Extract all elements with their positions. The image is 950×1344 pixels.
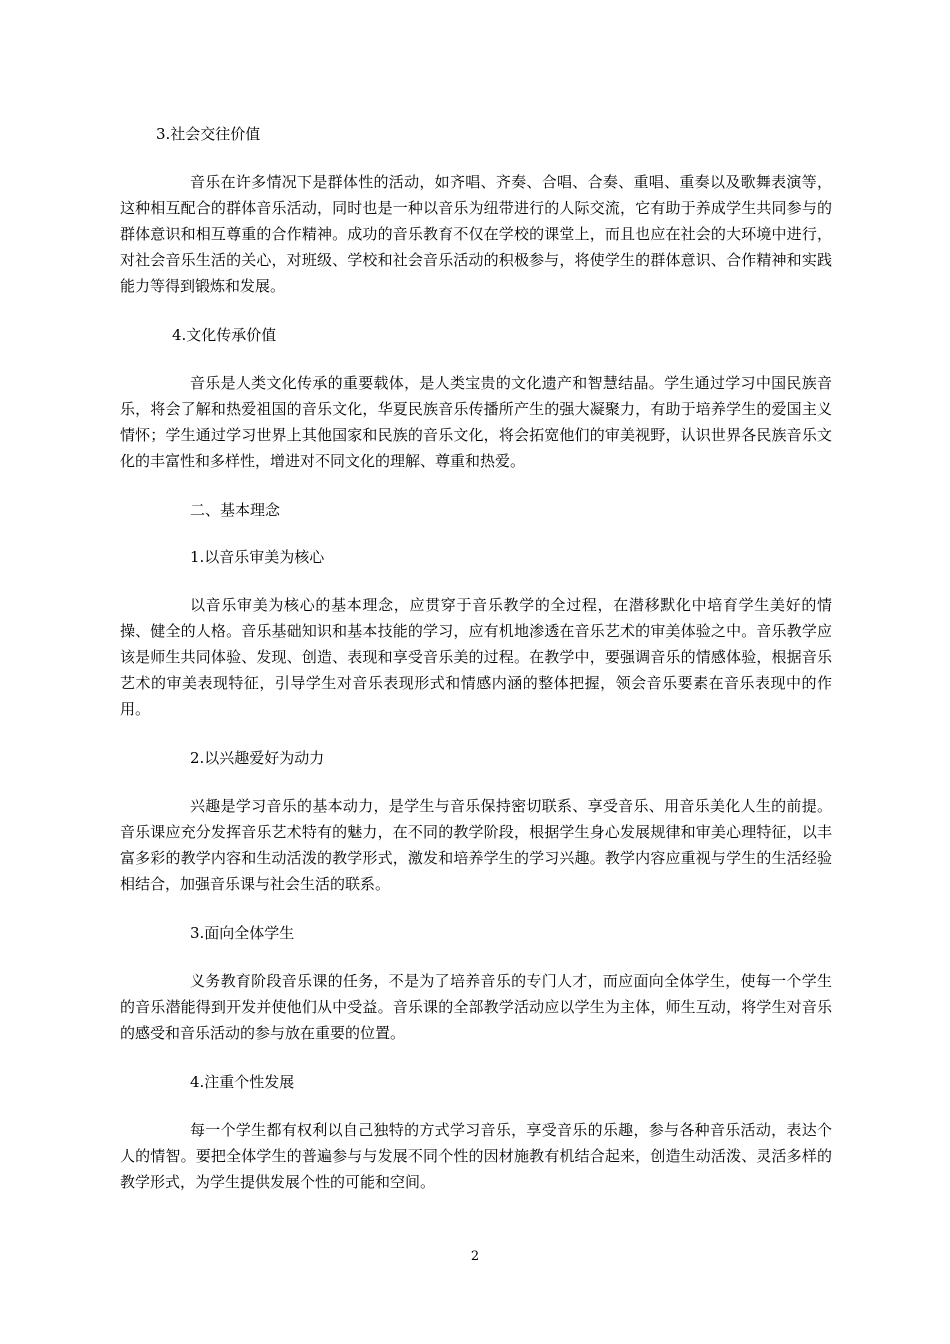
section-heading-aesthetic-core: 1.以音乐审美为核心 <box>190 548 325 566</box>
paragraph-aesthetic-core: 以音乐审美为核心的基本理念，应贯穿于音乐教学的全过程，在潜移默化中培育学生美好的情操、健全的人格。音乐基础知识和基本技能的学习，应有机地渗透在音乐艺术的审美体验之中。音乐教学应该是师生共同体验、发现、创造、表现和享受音乐美的过程。在教学中，要强调音乐的情感体验，根据音乐艺术的审美表现特征，引导学生对音乐表现形式和情感内涵的整体把握，领会音乐要素在音乐表现中的作用。 <box>120 596 832 718</box>
section-heading-interest-motivation: 2.以兴趣爱好为动力 <box>190 749 325 767</box>
paragraph-cultural-value: 音乐是人类文化传承的重要载体，是人类宝贵的文化遗产和智慧结晶。学生通过学习中国民族音乐，将会了解和热爱祖国的音乐文化，华夏民族音乐传播所产生的强大凝聚力，有助于培养学生的爱国主义情怀；学生通过学习世界上其他国家和民族的音乐文化，将会拓宽他们的审美视野，认识世界各民族音乐文化的丰富性和多样性，增进对不同文化的理解、尊重和热爱。 <box>120 374 832 470</box>
paragraph-social-value: 音乐在许多情况下是群体性的活动，如齐唱、齐奏、合唱、合奏、重唱、重奏以及歌舞表演等，这种相互配合的群体音乐活动，同时也是一种以音乐为纽带进行的人际交流，它有助于养成学生共同参与的群体意识和相互尊重的合作精神。成功的音乐教育不仅在学校的课堂上，而且也应在社会的大环境中进行，对社会音乐生活的关心，对班级、学校和社会音乐活动的积极参与，将使学生的群体意识、合作精神和实践能力等得到锻炼和发展。 <box>120 173 832 295</box>
section-heading-basic-concepts: 二、基本理念 <box>190 501 281 519</box>
section-heading-social-value: 3.社会交往价值 <box>156 125 261 143</box>
document-body <box>120 122 832 1195</box>
section-heading-cultural-value: 4.文化传承价值 <box>172 326 277 344</box>
paragraph-individuality: 每一个学生都有权利以自己独特的方式学习音乐，享受音乐的乐趣，参与各种音乐活动，表达个人的情智。要把全体学生的普遍参与与发展不同个性的因材施教有机结合起来，创造生动活泼、灵活多样的教学形式，为学生提供发展个性的可能和空间。 <box>120 1121 832 1191</box>
section-heading-individuality: 4.注重个性发展 <box>190 1073 295 1091</box>
paragraph-interest-motivation: 兴趣是学习音乐的基本动力，是学生与音乐保持密切联系、享受音乐、用音乐美化人生的前提。音乐课应充分发挥音乐艺术特有的魅力，在不同的教学阶段，根据学生身心发展规律和审美心理特征，以丰富多彩的教学内容和生动活泼的教学形式，激发和培养学生的学习兴趣。教学内容应重视与学生的生活经验相结合，加强音乐课与社会生活的联系。 <box>120 797 832 893</box>
section-heading-all-students: 3.面向全体学生 <box>190 924 295 942</box>
paragraph-all-students: 义务教育阶段音乐课的任务，不是为了培养音乐的专门人才，而应面向全体学生，使每一个学生的音乐潜能得到开发并使他们从中受益。音乐课的全部教学活动应以学生为主体，师生互动，将学生对音乐的感受和音乐活动的参与放在重要的位置。 <box>120 972 832 1042</box>
page-number: 2 <box>470 1249 480 1264</box>
